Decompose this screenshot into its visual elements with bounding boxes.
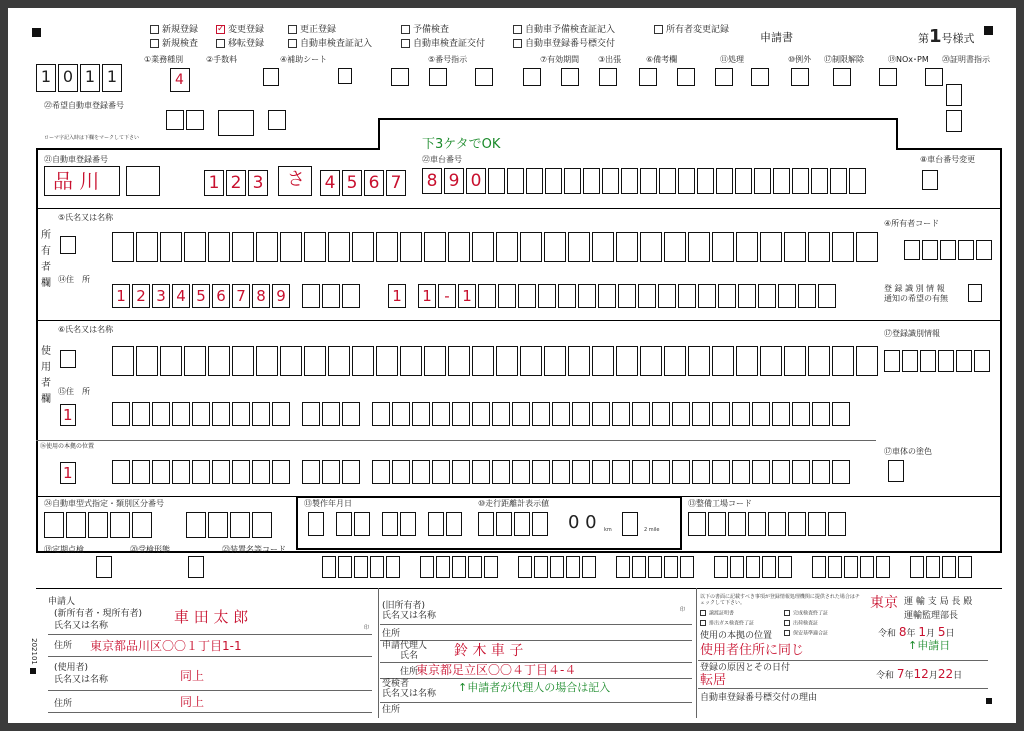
- owner-name-boxes[interactable]: [112, 232, 880, 262]
- underline: [380, 702, 692, 703]
- form-title: 申請書: [760, 31, 793, 44]
- owner-chome-boxes[interactable]: 1 1 - 1: [388, 284, 838, 308]
- owner-address-label: 住所: [54, 641, 73, 651]
- application-date-note: ↑申請日: [908, 639, 951, 652]
- made-date-boxes[interactable]: [308, 512, 464, 536]
- underline: [48, 690, 372, 691]
- user-owner-same-box[interactable]: [60, 350, 76, 368]
- office-title-1: 運 輸 支 局 長 殿: [904, 597, 973, 607]
- label-fee: ②手数料: [206, 55, 238, 64]
- agent-name-label: 氏名: [400, 651, 419, 661]
- checkbox-cert-issue[interactable]: 自動車検査証交付: [401, 39, 485, 49]
- check-completion-cert[interactable]: 完成検査終了証: [784, 610, 828, 617]
- label-dispatch: ③出張: [598, 55, 622, 64]
- user-address-boxes[interactable]: [112, 402, 852, 426]
- user-name-label: 氏名又は名称: [54, 675, 109, 685]
- checkbox-plate-issue[interactable]: 自動車登録番号標交付: [513, 39, 615, 49]
- label-id-notify: 登 録 識 別 情 報 通知の希望の有無: [884, 284, 948, 304]
- label-nox: ⑲NOx･PM: [888, 55, 929, 64]
- certificate-box[interactable]: [946, 84, 962, 106]
- owner-name-label: 氏名又は名称: [54, 621, 109, 631]
- office-title-2: 運輸監理部長: [904, 611, 959, 621]
- old-owner-address-label: 住所: [382, 629, 401, 639]
- underline: [48, 634, 372, 635]
- unit-km: km: [604, 527, 612, 533]
- label-chassis-change: ⑧車台番号変更: [920, 155, 976, 164]
- odometer-boxes[interactable]: [478, 512, 550, 536]
- plate-area-box-2[interactable]: [126, 166, 160, 196]
- applicant-owner-address: 東京都品川区〇〇１丁目1-1: [90, 639, 242, 653]
- base-location-value: 使用者住所に同じ: [700, 643, 805, 658]
- chassis-change-box[interactable]: [922, 170, 938, 190]
- check-transfer-cert[interactable]: 譲渡証明書: [700, 610, 734, 617]
- application-form: [8, 8, 1016, 723]
- form-code-digits: 1 0 1 1: [36, 64, 124, 92]
- owner-same-box[interactable]: [60, 236, 76, 254]
- unit-mile: 2 mile: [644, 527, 660, 533]
- divider: [378, 588, 379, 718]
- applicant-heading: 申請人: [48, 597, 76, 607]
- registration-mark: [30, 668, 36, 674]
- green-note: 下3ケタでOK: [422, 137, 501, 152]
- label-user-name: ⑥氏名又は名称: [58, 325, 114, 334]
- registration-mark: [984, 26, 993, 35]
- owner-side-label: 所 有 者 欄: [41, 230, 51, 289]
- plate-issue-reason-label: 自動車登録番号標交付の理由: [700, 693, 818, 703]
- odometer-zeros: 0 0: [568, 512, 597, 533]
- label-business-type: ①業務種別: [144, 55, 184, 64]
- underline: [698, 688, 988, 689]
- old-owner-name-label: 氏名又は名称: [382, 611, 437, 621]
- divider: [36, 320, 1002, 321]
- plate-kana-box[interactable]: さ: [278, 166, 312, 196]
- user-same-box[interactable]: 1: [60, 404, 76, 426]
- divider: [36, 440, 876, 441]
- examinee-label: 受検者: [382, 679, 410, 689]
- checkbox-owner-change[interactable]: 所有者変更記録: [654, 25, 729, 35]
- label-periodic: ⑲定期点検: [44, 545, 84, 554]
- number-instr-boxes[interactable]: [391, 68, 945, 86]
- label-shop-code: ⑬整備工場コード: [688, 499, 752, 508]
- label-owner-address: ⑭住 所: [58, 275, 90, 284]
- label-base-location: ⑯使用の本拠の位置: [40, 443, 95, 450]
- provided-note: 以下の書面に記載すべき事項が登録情報処理機関に提供された場合はチェックして下さい。: [700, 594, 860, 606]
- divider: [696, 588, 697, 718]
- seal-mark-2: 印: [680, 607, 686, 613]
- label-remarks: ⑥備考欄: [646, 55, 678, 64]
- label-made-date: ⑬製作年月日: [304, 499, 352, 508]
- label-model-type: ㉔自動車型式指定・類別区分番号: [44, 499, 164, 508]
- plate-class-boxes[interactable]: 1 2 3: [204, 170, 270, 196]
- label-reg-number: ㉑自動車登録番号: [44, 155, 108, 164]
- label-id-info: ⑰登録識別情報: [884, 329, 940, 338]
- divider: [36, 208, 1002, 209]
- cause-date: 令和 7年12月22日: [876, 667, 963, 681]
- cause-value: 転居: [700, 673, 727, 688]
- id-info-boxes[interactable]: [884, 350, 992, 372]
- old-owner-label: (旧所有者): [382, 601, 426, 611]
- label-certificate: ⑳証明書指示: [942, 55, 990, 64]
- periodic-box[interactable]: [96, 556, 112, 578]
- check-safety-cert[interactable]: 保安基準適合証: [784, 630, 828, 637]
- divider: [36, 588, 1002, 589]
- label-validity: ⑦有効期間: [540, 55, 580, 64]
- label-exception: ⑩例外: [788, 55, 812, 64]
- checkbox-prelim-inspect[interactable]: 予備検査: [401, 25, 449, 35]
- check-shipping-cert[interactable]: 出荷検査証: [784, 620, 818, 627]
- inspection-form-box[interactable]: [188, 556, 204, 578]
- owner-role: (新所有者・現所有者): [54, 609, 143, 619]
- label-plate-wish: ㉒希望自動車登録番号: [44, 101, 124, 110]
- label-odometer: ⑩走行距離計表示値: [478, 499, 550, 508]
- seal-mark: 印: [364, 625, 370, 631]
- aux-sheet-box[interactable]: [338, 68, 352, 84]
- checkbox-transfer-reg[interactable]: 移転登録: [216, 39, 264, 49]
- label-body-color: ⑰車体の塗色: [884, 447, 932, 456]
- underline: [380, 624, 692, 625]
- form-number: 第1号様式: [918, 26, 975, 47]
- applicant-owner-name: 車 田 太 郎: [174, 608, 249, 626]
- label-owner-name: ⑤氏名又は名称: [58, 213, 114, 222]
- label-inspection-form: ⑳受検形態: [130, 545, 170, 554]
- cause-label: 登録の原因とその日付: [700, 663, 791, 673]
- label-restriction: ⑰制限解除: [824, 55, 864, 64]
- underline: [48, 712, 372, 713]
- odometer-extra-box[interactable]: [622, 512, 638, 536]
- checkbox-change-reg[interactable]: ✓ 変更登録: [217, 24, 265, 35]
- label-number-instr: ⑤番号指示: [428, 55, 468, 64]
- user-address-label: 住所: [54, 699, 73, 709]
- certificate-box-2[interactable]: [946, 110, 962, 132]
- application-date: 令和 8年 1月 5日: [878, 625, 955, 639]
- plate-wish-boxes[interactable]: [166, 110, 288, 130]
- user-side-label: 使 用 者 欄: [41, 346, 51, 405]
- checkbox-prelim-cert-entry[interactable]: 自動車予備検査証記入: [513, 25, 615, 35]
- body-color-box[interactable]: [888, 460, 904, 482]
- plate-area-box[interactable]: 品 川: [44, 166, 120, 196]
- fee-box[interactable]: [263, 68, 279, 86]
- equipment-boxes[interactable]: [322, 556, 974, 578]
- base-same-box[interactable]: 1: [60, 462, 76, 484]
- chassis-number-boxes[interactable]: 8 9 0: [422, 168, 868, 194]
- agent-name: 鈴 木 車 子: [454, 643, 524, 659]
- romaji-note: ローマ字記入時は下欄をマークして下さい: [44, 135, 140, 141]
- label-owner-code: ④所有者コード: [884, 219, 940, 228]
- examinee-address-label: 住所: [382, 705, 401, 715]
- examinee-note: ↑申請者が代理人の場合は記入: [458, 681, 611, 694]
- owner-code-boxes[interactable]: [904, 240, 994, 260]
- agent-address: 東京都足立区〇〇４丁目４-４: [416, 663, 577, 677]
- underline: [380, 678, 692, 679]
- agent-label: 申請代理人: [382, 641, 428, 651]
- applicant-user-address: 同上: [180, 695, 205, 709]
- base-address-boxes[interactable]: [112, 460, 852, 484]
- checkbox-new-inspect[interactable]: 新規検査: [150, 39, 198, 49]
- user-role: (使用者): [54, 663, 89, 673]
- registration-mark: [986, 698, 992, 704]
- id-notify-box[interactable]: [968, 284, 982, 302]
- applicant-user-name: 同上: [180, 669, 205, 683]
- checkbox-correction-reg[interactable]: 更正登録: [288, 25, 336, 35]
- label-equipment: ㉓装置名等コード: [222, 545, 286, 554]
- label-aux-sheet: ④補助シート: [280, 55, 328, 64]
- underline: [48, 656, 372, 657]
- underline: [698, 660, 988, 661]
- owner-address-code-boxes[interactable]: 1 2 3 4 5 6 7 8 9: [112, 284, 362, 308]
- user-name-boxes[interactable]: [112, 346, 880, 376]
- office-name: 東京: [870, 595, 898, 611]
- agent-address-label: 住所: [400, 667, 419, 677]
- serial-number: 202101: [29, 638, 38, 665]
- checkbox-new-reg[interactable]: 新規登録: [150, 25, 198, 35]
- examinee-name-label: 氏名又は名称: [382, 689, 437, 699]
- check-emission-cert[interactable]: 排出ガス検査終了証: [700, 620, 754, 627]
- registration-mark: [32, 28, 41, 37]
- checkbox-cert-entry[interactable]: 自動車検査証記入: [288, 39, 372, 49]
- label-user-address: ⑮住 所: [58, 387, 90, 396]
- label-chassis-number: ㉒車台番号: [422, 155, 462, 164]
- business-type-box[interactable]: 4: [170, 68, 190, 92]
- plate-number-boxes[interactable]: 4 5 6 7: [320, 170, 408, 196]
- label-processing: ⑪処理: [720, 55, 744, 64]
- base-location-label: 使用の本拠の位置: [700, 631, 773, 641]
- shop-code-boxes[interactable]: [688, 512, 848, 536]
- model-type-boxes[interactable]: [44, 512, 274, 538]
